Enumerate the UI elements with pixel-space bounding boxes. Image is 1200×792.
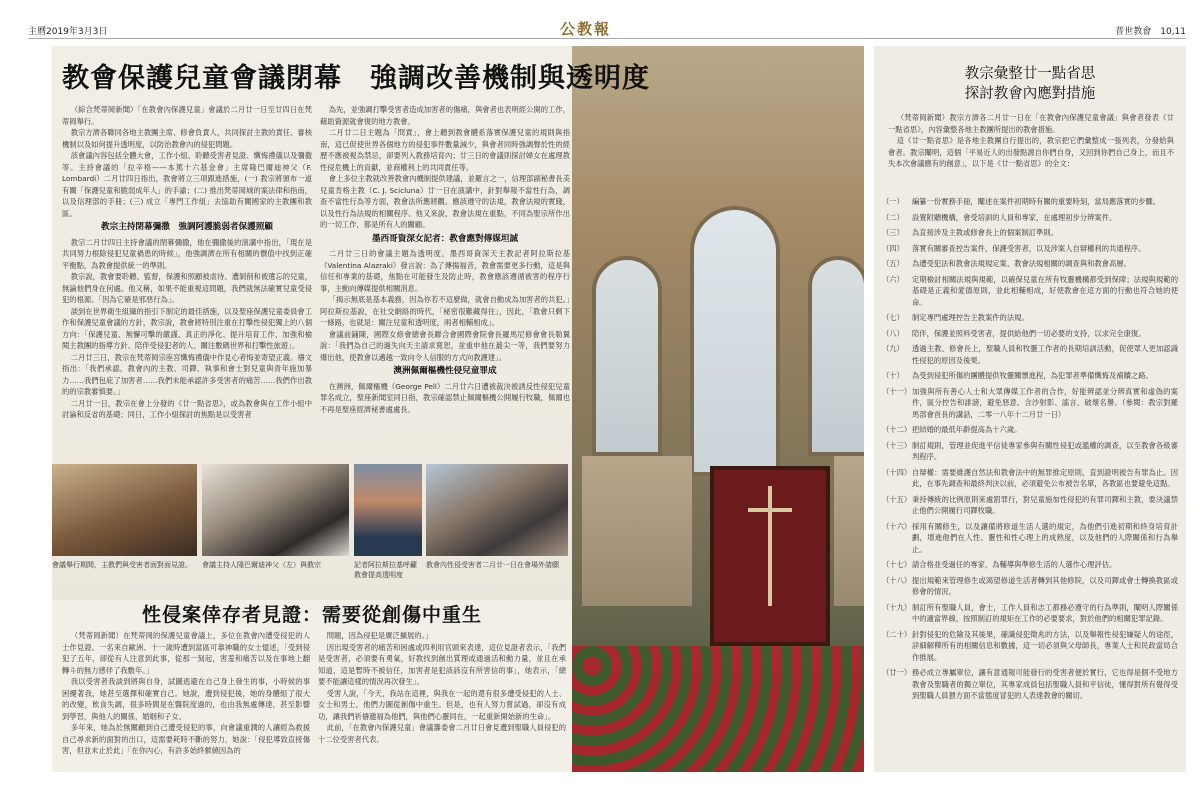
point-number: （十六）: [882, 521, 912, 531]
point-text: 編纂一份實務手冊，闡述在案件初期時有關的重要時刻，當局應落實的步驟。: [912, 197, 1161, 206]
point-number: （二十）: [882, 629, 912, 639]
point-text: 為直接涉及主教或修會長上的個案制訂準則。: [912, 228, 1058, 237]
paragraph: 二月廿三日的會議主題為透明度，墨西哥資深天主教記者阿拉斯拉基（Valentina Alazraki）發言說：為了傳揚福音，教會需要更多行動，這是與信任和專業的基礎，焦點在可能發生及防止時，教會應該遵循被害的程序行事，主動向傳媒提供相關消息。: [320, 249, 570, 293]
window-center: [690, 206, 780, 476]
reflection-point: [882, 575, 1178, 598]
reflection-point: [882, 521, 1178, 556]
reflection-point: [882, 386, 1178, 421]
paragraph: 「揭示無底是基本義務，因為你若不這麼做，就會自動成為加害者的共犯。」阿拉斯拉基說，在社交網絡的時代，「秘密很難藏得住」，因此，「教會只剩下一條路，也就是：關注兒童和透明度，兩者相輔相成」。: [320, 295, 570, 327]
point-text: 自辯權：需要維護自然法和教會法中的無罪推定原則，直到證明被告有罪為止。因此，在事先調查和最終判決以前，必須避免公布被告名單，各教區也要避免這點。: [912, 467, 1178, 488]
sidebar-article: [874, 46, 1186, 772]
photo-pope-lombardi: [202, 464, 349, 556]
point-number: （十八）: [882, 575, 912, 585]
paragraph: 會上多位主教就改善教會內機制提供建議，並羅言之一，信理部副秘書長美兒童肯格主教（C. J. Scicluna）廿一日在演講中，針對舉報不當性行為，調查不當性行為等方面，教會法所應將觀、應該遵守的法規，教會法規的實踐，以及性行為法規的相關程序。他又來說，教會法規在重點，不同為聖宗所作出的一切工作，都是所有人的關顧。: [320, 174, 570, 229]
chapel-photo: [572, 46, 864, 772]
reflection-point: [882, 370, 1178, 382]
sidebar-title: [874, 64, 1186, 104]
point-text: 制定專門處理控告主教案件的法規。: [912, 313, 1029, 322]
paragraph: 談到在世界衛生組織的指引下制定的最佳措施，以及聖座保護兒童委員會工作和保護兒童會議的方針，教宗說，教會將特別注重在打擊性侵犯獨上的八個方向：「保護兒童、無懈可擊的嚴謹、真正的淨化、提升培育工作、加強和檢閱主教團的指導方針、陪伴受侵犯者的人、關注數碼世界和打擊性旅遊」。: [62, 306, 312, 350]
reflection-point: [882, 440, 1178, 463]
reflection-point: [882, 258, 1178, 270]
paragraph: 在澳洲，佩爾樞機（George Pell）二月廿六日遭被裁決被誘反性侵犯兒童罪名成立，聖座新聞室同日指，教宗確認禁止佩爾樞機公開履行牧職，佩爾也不再是聖座經濟秘書處處長。: [320, 381, 570, 414]
subheading: 墨西哥資深女記者：教會應對傳媒坦誠: [371, 233, 519, 244]
point-text: 定期檢討相關法規與規範，以確保兒童在所有牧靈機構都受到保障；法規與規範的基礎是正義和愛德原則，並此相輔相成，好使教會在這方面的行動也符合她的使命。: [912, 274, 1178, 307]
reflection-point: [882, 424, 1178, 436]
point-text: 針對侵犯的危險及其後果，確識侵犯徵兆的方法，以及舉報性侵犯嫌疑人的途徑，詳細解釋所有的相關信息和數據，這一切必須與父母師長，專業人士和民政當局合作推展。: [912, 629, 1178, 662]
reflection-point: [882, 343, 1178, 366]
headline: 教會保護兒童會議閉幕 強調改善機制與透明度: [62, 63, 650, 94]
window-right: [808, 256, 864, 456]
point-number: （八）: [882, 328, 904, 338]
point-text: 秉持傳統的比例原則來處罰罪行，對兒童施加性侵犯的有罪司鐸和主教，要決議禁止他們公開履行司鐸牧職。: [912, 494, 1178, 515]
sidebar-intro: [888, 112, 1174, 170]
point-number: （九）: [882, 344, 904, 353]
reflection-point: [882, 629, 1178, 664]
reflection-point: [882, 243, 1178, 255]
point-number: （十一）: [882, 386, 912, 396]
photo-protest: [426, 464, 568, 556]
reflection-point: [882, 667, 1178, 702]
reflection-point: [882, 274, 1178, 309]
photo-caption: 記者阿拉斯拉基呼籲教會提高透明度: [354, 561, 417, 579]
photo-caption: 會議主持人隆巴爾迪神父（左）與教宗: [202, 561, 321, 569]
paragraph: 二月廿二日主題為「問責」，會上聽到教會體系落實保護兒童的規則與指南，這已促使世界各個地方的侵犯事件數量減少，與會者同時強調聲於性的經歷不應被視為禁忌，卻要列入教務培育內；廿三日的會議則探討婦女在處理教性侵危機上的貢獻，並商權利上的共同責任等。: [320, 128, 570, 172]
paragraph: （梵蒂岡新聞）在梵蒂岡的保護兒童會議上，多位在教會內遭受侵犯的人士作見證。一名來自歐洲、十一歲時遭到當區可靠神職的女士憶述，「受到侵犯了五年，卻從有人注意到此事，從那一刻起，害羞和痛苦以及在事地上翻轉斗的無力感伴了我數年。」: [62, 631, 310, 675]
point-text: 制訂所有聖職人員，會士，工作人員和志工都務必遵守的行為準則，闡明人際關係中的適當界線，按照制訂的規矩在工作的必要要求，對於他們的相關犯罪記錄。: [912, 602, 1178, 623]
paragraph: 受害人說，「今天，我站在這裡，與我在一起的還有很多遭受侵犯的人士、女士和男士，他們力圖從創傷中重生。但是，也有人努力嘗試過，卻沒有成功，讓我們祈禱邀福為他們，與他們心靈同在，一起重新開始新的生命」。: [318, 688, 566, 721]
photo-strip: [52, 464, 572, 596]
crucifix-bar: [748, 508, 792, 512]
sidebar-title-line: 教宗彙整廿一點省思: [964, 66, 1096, 82]
point-number: （十四）: [882, 467, 912, 477]
paragraph: 二月廿三日，教宗在梵蒂岡宗座宮懺悔禮儀中作見心者悔並寄望正義。禱文指出：「我們承認，教會內的主教、司鐸、執事和會士對兒童與青年施加暴力……我們包庇了加害者……我們未能承認許多受害者的痛苦……我們作出教的的宗教審慎要。」: [62, 352, 312, 396]
story-column-2: [318, 630, 566, 770]
window-left: [592, 256, 662, 456]
sidebar-title-line: 探討教會內應對措施: [964, 86, 1096, 102]
reflection-point: [882, 494, 1178, 517]
header-rule: [28, 38, 1186, 39]
paragraph: 教宗二月廿四日主持會議的閉幕彌撒，他在彌撒後的演講中指出，「現在是共同努力根除侵犯兒童禍患的時候」，他強調濟在所有相關的價值中找到正確平衡點，為教會提供統一的準則。: [62, 237, 312, 270]
paragraph: 教宗說，教會要聆聽、監督，保護和照顧被虐待、遭剝削和被遺忘的兒童，無論他們身在何處。他又稱，如果不能重視這問題，我們就無法確實兒童受侵犯的根源。「因為它確是邪惡行為」。: [62, 272, 312, 304]
point-text: 制訂規則，管理並促進平信徒專家參與有關性侵犯或濫權的調查，以至教會各級審判程序。: [912, 440, 1178, 461]
main-article-panel: [52, 46, 864, 772]
point-number: （二）: [882, 212, 904, 222]
point-number: （十二）: [882, 425, 912, 434]
point-number: （七）: [882, 313, 904, 322]
paragraph: 該會議內容包括全體大會，工作小組、聆聽受害者見證、懺悔禮儀以及彌撒等。主持會議的「拉辛格——本篤十六基金會」主席隆巴爾迪神父（F. Lombardi）二月廿四日指出，教會將立三項跟進措施，(一) 教宗將頒布一道有關「保護兒童和脆弱成年人」的手諭；(二) 推出梵蒂岡城的案法律和指南，以及信理部的手冊；(三) 成立「專門工作組」去協助有關國家的主教團和教區。: [62, 151, 312, 218]
reflection-point: [882, 196, 1178, 208]
paragraph: 因出現受害者的痛苦和困處或四利用官頭來表達，這位見證者表示，「我們是受害者，必須要有勇氣，好教找到創出質理或通過活和動力量，並且在承知道，這是暫時不被信任，加害者是犯該該沒有所害信的事」，她表示，「總要不能讓這樣的情況再次發生」。: [318, 642, 566, 686]
photo-meeting: [52, 464, 197, 556]
fresco-left: [582, 456, 692, 606]
point-number: （三）: [882, 228, 904, 237]
point-text: 透過主教、修會長上，聖職人員和牧靈工作者的長期培訓活動，促使眾人更加認識性侵犯的原因及後果。: [912, 344, 1178, 365]
paragraph: （綜合梵蒂岡新聞）「在教會內保護兒童」會議於二月廿一日至廿四日在梵蒂岡舉行。: [62, 105, 312, 126]
crucifix-icon: [768, 486, 772, 606]
paragraph: 會議前鋪陳，國際女修會總會長聯合會國際會院會長羅馬尼修會會長勒翼說：「我們為自己的過失向天主請求寬恕，並重申他在蕞尖一等，我們要努力爆出他，使教會以邁越一致向令人信服的方式向教護建」。: [320, 329, 570, 362]
point-text: 加強與所有善心人士和大眾傳媒工作者的合作，好能辨認並分辨真實和虛偽的案件，區分控告和誹謗，避免惡意、含沙射影、謠言、破壞名譽。（參閱：教宗對羅馬部會首長的講話，二零一八年十二月廿一日）: [912, 386, 1178, 419]
point-number: （十三）: [882, 440, 912, 450]
story-column-1: [62, 630, 310, 770]
subheading: 教宗主持閉幕彌撒 強調阿護脆弱者保護照顧: [101, 222, 273, 232]
paragraph: （梵蒂岡新聞）教宗方濟各二月廿一日在「在教會內保護兒童會議」與會者發表《廿一點省思》，內容彙整各地主教團所提出的教會措施。: [888, 113, 1174, 134]
point-number: （一）: [882, 197, 904, 206]
paragraph: 教宗方濟各聯同各地主教團主席、修會負責人，共同探討主教的責任、審核機制以及如何提升透明度，以防治教會內的侵犯問題。: [62, 128, 312, 149]
survivor-story: [52, 600, 572, 772]
masthead: 公教報: [560, 20, 612, 38]
point-text: 設置附聽機構，會受培訓的人員和專家，在處理初步分辨案件。: [912, 212, 1117, 222]
paragraph: 問題，因為侵犯是廣泛擴展的。」: [326, 631, 433, 640]
reflection-point: [882, 559, 1178, 571]
point-text: 務必成立專屬單位，讓有意通報可能發行的受害者便於實行，它也得是個不受地方教會及聖職者的獨立單位，其專家成員包括聖職人員和平信徒，懂得對所有覺得受到聖職人員猥方面不當態度冒犯的人表達教會的關切。: [912, 668, 1178, 700]
point-number: （六）: [882, 274, 904, 284]
photo-alazraki: [354, 464, 422, 556]
point-text: 提出規範來管理修生或渴望修道生活者轉到其他修院，以及司鐸或會士轉換教區或修會的情況。: [912, 575, 1178, 596]
point-text: 為遭受犯法和教會法規規定案、教會法規相關的調查與和教會高層。: [912, 259, 1131, 268]
fresco-right: [834, 456, 864, 606]
reflection-points-list: [882, 196, 1178, 706]
point-number: （四）: [882, 243, 904, 253]
page-header: [0, 0, 1200, 40]
point-number: （十九）: [882, 602, 912, 612]
article-column-1: [62, 104, 312, 462]
point-text: 為受到侵犯所傷的團體提供牧靈關懷進程，為犯罪者準備懺悔及補贖之路。: [912, 371, 1153, 380]
reflection-point: [882, 227, 1178, 239]
paragraph: 我以受害者我談到將與自身，試圖逃避在自己身上發生的事，小時候的事困擾著我，她甚至選擇和確實自己。她說，遭到侵犯後，她的身體組了很大的改變，飲食失調，很多時間是在醫院度過的，也由我無處傳達，甚至影響到學習，與他人的關係，婚姻和子女。: [62, 677, 310, 721]
point-text: 請合格並受過任的專家，為輔導與準修生活的人選作心理評估。: [912, 560, 1117, 569]
article-column-2: [320, 104, 570, 462]
assembly-bishops: [572, 646, 864, 772]
photo-caption: 會議舉行期間，主教們與受害者面對面見證。: [52, 561, 192, 569]
reflection-point: [882, 328, 1178, 340]
photo-caption: 教會內性侵受害者二月廿一日在會場外請願: [426, 561, 559, 569]
reflection-point: [882, 467, 1178, 490]
reflection-point: [882, 212, 1178, 224]
point-number: （十五）: [882, 494, 912, 504]
point-text: 落實有關審查控告案件，保護受害者，以及涉案人自辯權利的共通程序。: [912, 243, 1146, 253]
point-text: 採用有關修生，以及讓備將修道生活人選的規定，為他們引進初期和終身培育計劃，增進他們在人性、靈性和性心理上的成熟度，以及他們的人際關係和行為舉止。: [912, 521, 1178, 554]
point-number: （十七）: [882, 560, 912, 569]
story-title: 性侵案倖存者見證：需要從創傷中重生: [141, 604, 482, 626]
point-text: 陪伴，保護並照料受害者，提供給他們一切必要的支持，以求完全康復。: [912, 328, 1146, 338]
paragraph: 多年來，她為於無關顧到自己遭受侵犯的事，向會議重潤的人讓經為救援自己尋求新的面對的出口，這需要耗時不斷的努力，她說：「侵犯導致直接傷害，但並未止於此」「在你內心，有許多始終縈繞因為的: [62, 723, 310, 755]
paragraph: 二月廿一日，教宗在會上分發的《廿一點省思》，或為教會與在工作小組中討論和反省的基礎；同日，工作小組探討的焦點是以受害者: [62, 398, 312, 419]
header-date: 主曆2019年3月3日: [28, 27, 108, 37]
point-number: （十）: [882, 371, 904, 380]
subheading: 澳洲佩爾樞機性侵兒童罪成: [393, 366, 497, 376]
paragraph: 這《廿一點省思》是各地主教團自行提出的，教宗把它們彙整成一張列表，分發給與會者。教宗闡明，這個「平易近人的出發點源自你們自身，又回到你們自己身上，而且不失本次會議應有的創意」，以下是《廿一點省思》的全文：: [888, 136, 1174, 168]
header-section: 普世教會 10,11: [1115, 27, 1186, 37]
point-number: （五）: [882, 259, 904, 268]
reflection-point: [882, 602, 1178, 625]
point-number: （廿一）: [882, 668, 912, 677]
paragraph: 此前，「在教會內保護兒童」會議籌委會二月廿日會見遭到聖職人員侵犯的十二位受害者代表。: [318, 723, 566, 744]
paragraph: 為先，並強調打擊受害者造成加害者的傷痛，與會者也表明經公開的工作，藉助資源就會復的地方教會。: [320, 105, 570, 126]
reflection-point: [882, 312, 1178, 324]
point-text: 把結婚的最低年齡提高為十六歲。: [912, 425, 1022, 434]
